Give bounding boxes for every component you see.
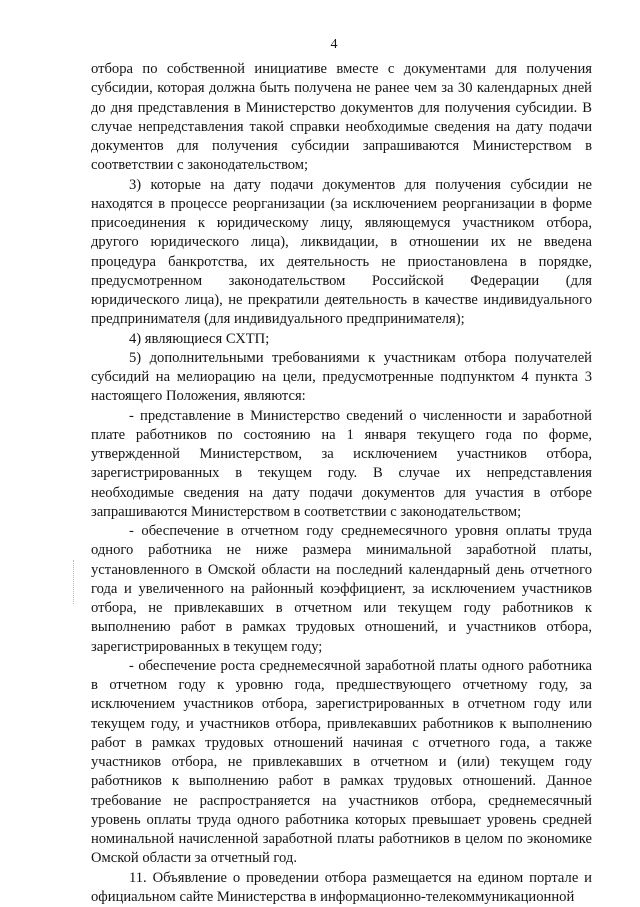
paragraph-bullet-wage-level: - обеспечение в отчетном году среднемесячного уровня оплаты труда одного работника не ниже размера минимальной заработной платы, установленного в Омской области на последний календарный день отчетного года и увеличенного на районный коэффициент, за исключением участников отбора, не привлекавших в отчетном или текущем году работников к выполнению работ в рамках трудовых отношений, и участников отбора, зарегистрированных в текущем году; <box>91 522 592 657</box>
page-number: 4 <box>14 37 640 53</box>
paragraph-continuation: отбора по собственной инициативе вместе с документами для получения субсидии, которая должна быть получена не ранее чем за 30 календарных дней до дня представления в Министерство документов для получения субсидии. В случае непредставления такой справки необходимые сведения на дату подачи документов для получения субсидии запрашиваются Министерством в соответствии с законодательством; <box>91 60 592 176</box>
paragraph-item-5: 5) дополнительными требованиями к участникам отбора получателей субсидий на мелиорацию на цели, предусмотренные подпунктом 4 пункта 3 настоящего Положения, являются: <box>91 349 592 407</box>
paragraph-item-11: 11. Объявление о проведении отбора размещается на едином портале и официальном сайте Министерства в информационно-телекоммуникационной <box>91 869 592 907</box>
margin-scan-mark <box>73 560 75 604</box>
document-body <box>91 60 592 907</box>
paragraph-item-3: 3) которые на дату подачи документов для получения субсидии не находятся в процессе реорганизации (за исключением реорганизации в форме присоединения к юридическому лицу, являющемуся участником отбора, другого юридического лица), ликвидации, в отношении их не введена процедура банкротства, их деятельность не приостановлена в порядке, предусмотренном законодательством Российской Федерации (для юридического лица), не прекратили деятельность в качестве индивидуального предпринимателя (для индивидуального предпринимателя); <box>91 176 592 330</box>
paragraph-bullet-wage-growth: - обеспечение роста среднемесячной заработной платы одного работника в отчетном году к уровню года, предшествующего отчетному году, за исключением участников отбора, зарегистрированных в отчетном году или текущем году, и участников отбора, привлекавших работников к выполнению работ в рамках трудовых отношений начиная с отчетного года, а также участников отбора, не привлекавших в отчетном и (или) текущем году работников к выполнению работ в рамках трудовых отношений. Данное требование не распространяется на участников отбора, среднемесячный уровень оплаты труда одного работника которых превышает уровень средней номинальной начисленной заработной платы работников в целом по экономике Омской области за отчетный год. <box>91 657 592 869</box>
paragraph-bullet-info: - представление в Министерство сведений о численности и заработной плате работников по состоянию на 1 января текущего года по форме, утвержденной Министерством, за исключением участников отбора, зарегистрированных в текущем году. В случае их непредставления необходимые сведения на дату подачи документов для участия в отборе запрашиваются Министерством в соответствии с законодательством; <box>91 407 592 523</box>
paragraph-item-4: 4) являющиеся СХТП; <box>91 330 592 349</box>
